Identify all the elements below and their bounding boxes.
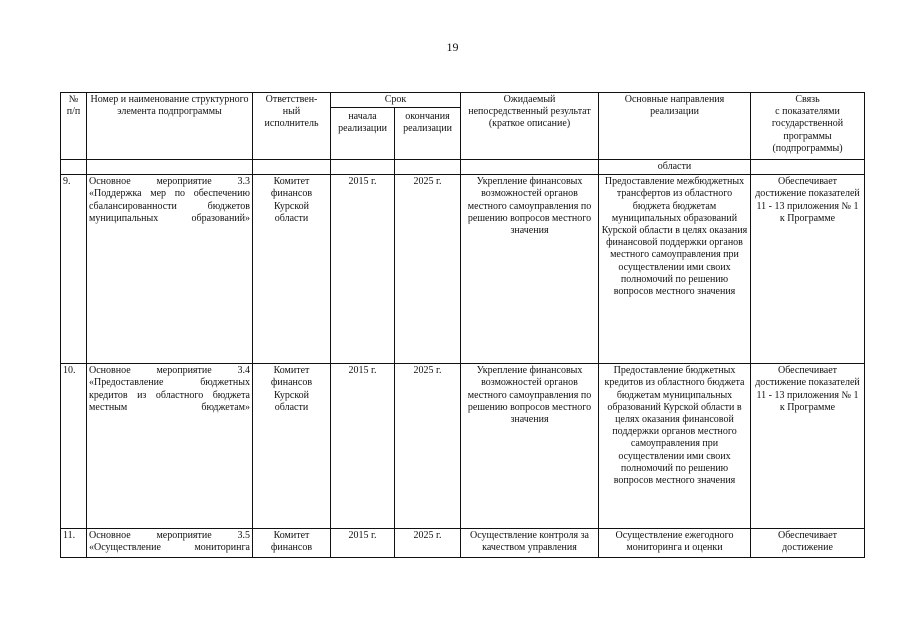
row-start: 2015 г. (331, 529, 395, 558)
row-result: Укрепление финансовых возможностей органов местного самоуправления по решению вопросов местного значения (461, 364, 599, 529)
program-table (60, 92, 865, 558)
row-end: 2025 г. (395, 529, 461, 558)
header-row-1 (61, 93, 865, 108)
row-result: Осуществление контроля за качеством управления (461, 529, 599, 558)
header-executor: Ответствен- ный исполнитель (253, 93, 331, 160)
header-term: Срок (331, 93, 461, 108)
page-number: 19 (446, 40, 459, 54)
header-name: Номер и наименование структурного элемента подпрограммы (87, 93, 253, 160)
table-row (61, 364, 865, 529)
row-end: 2025 г. (395, 364, 461, 529)
row-executor: Комитет финансов Курской области (253, 364, 331, 529)
row-directions: Предоставление межбюджетных трансфертов из областного бюджета бюджетам муниципальных образований Курской области в целях оказания финансовой поддержки органов местного самоуправления при осуществлении ими своих полномочий по решению вопросов местного значения (599, 175, 751, 364)
continuation-text: области (599, 160, 751, 175)
row-end: 2025 г. (395, 175, 461, 364)
row-executor: Комитет финансов (253, 529, 331, 558)
row-start: 2015 г. (331, 175, 395, 364)
row-link: Обеспечивает достижение (751, 529, 865, 558)
header-directions: Основные направления реализации (599, 93, 751, 160)
row-num: 10. (61, 364, 87, 529)
header-num: № п/п (61, 93, 87, 160)
header-result: Ожидаемый непосредственный результат (краткое описание) (461, 93, 599, 160)
table-row (61, 175, 865, 364)
header-end: окончания реализации (395, 108, 461, 160)
row-num: 11. (61, 529, 87, 558)
row-executor: Комитет финансов Курской области (253, 175, 331, 364)
row-num: 9. (61, 175, 87, 364)
row-directions: Предоставление бюджетных кредитов из областного бюджета бюджетам муниципальных образований Курской области в целях оказания финансовой поддержки органов местного самоуправления при осуществлении ими своих полномочий по решению вопросов местного значения (599, 364, 751, 529)
row-name: Основное мероприятие 3.4 «Предоставление бюджетных кредитов из областного бюджета местным бюджетам» (87, 364, 253, 529)
row-directions: Осуществление ежегодного мониторинга и оценки (599, 529, 751, 558)
row-name: Основное мероприятие 3.3 «Поддержка мер по обеспечению сбалансированности бюджетов муниципальных образований» (87, 175, 253, 364)
row-name: Основное мероприятие 3.5 «Осуществление мониторинга (87, 529, 253, 558)
row-link: Обеспечивает достижение показателей 11 - 13 приложения № 1 к Программе (751, 175, 865, 364)
row-start: 2015 г. (331, 364, 395, 529)
header-start: начала реализации (331, 108, 395, 160)
table-row (61, 529, 865, 558)
row-link: Обеспечивает достижение показателей 11 - 13 приложения № 1 к Программе (751, 364, 865, 529)
continuation-row (61, 160, 865, 175)
row-result: Укрепление финансовых возможностей органов местного самоуправления по решению вопросов местного значения (461, 175, 599, 364)
header-link: Связь с показателями государственной программы (подпрограммы) (751, 93, 865, 160)
